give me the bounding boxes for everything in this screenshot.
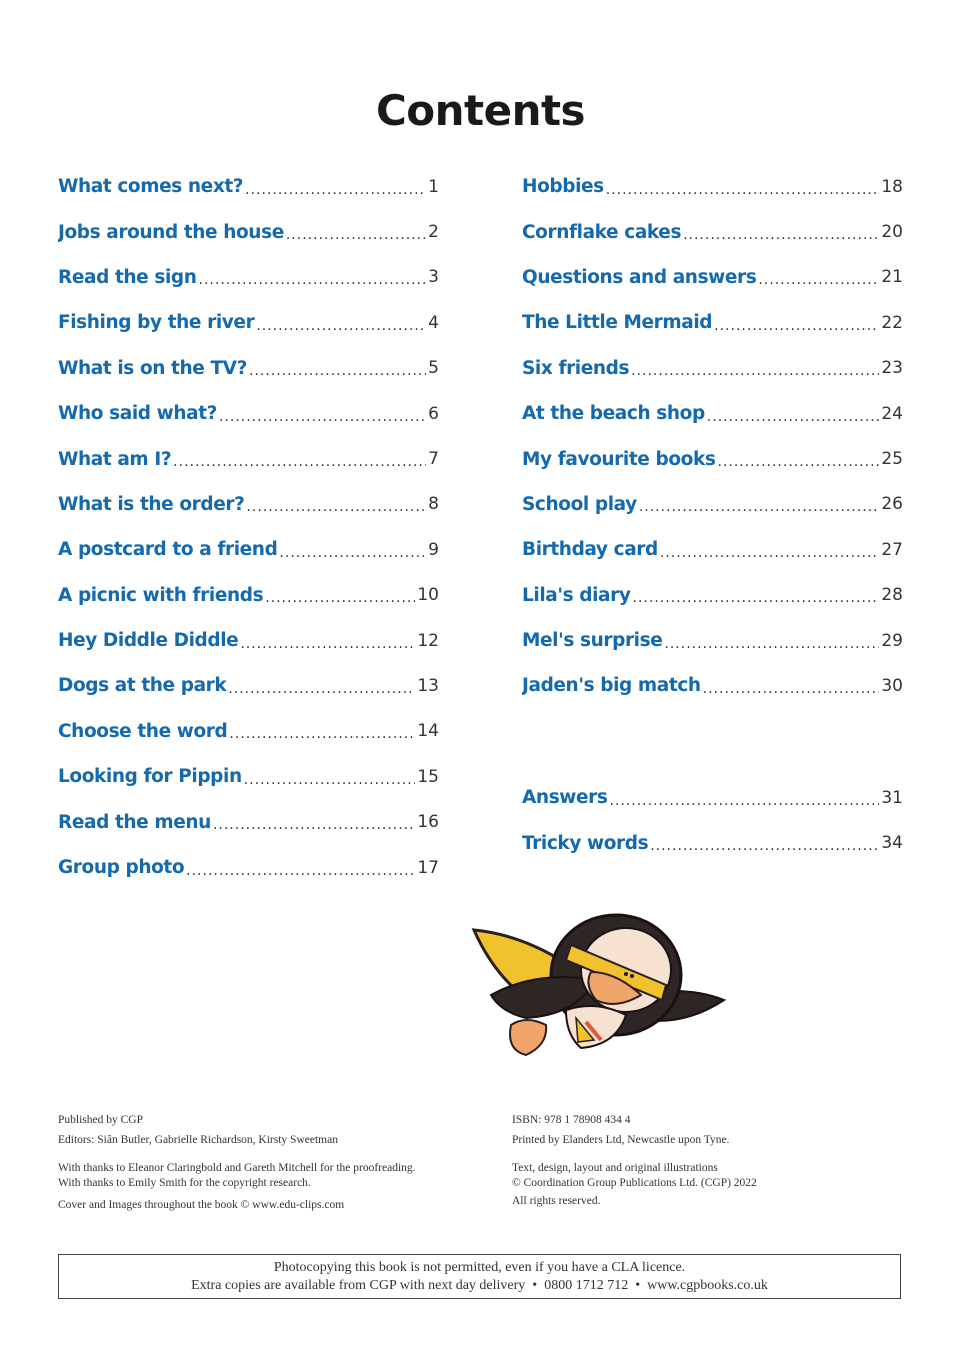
dot-leader — [229, 726, 415, 742]
contents-left-column — [58, 164, 439, 890]
toc-entry-title: Read the menu — [58, 811, 211, 833]
dot-leader — [213, 817, 415, 833]
toc-entry[interactable] — [522, 300, 903, 345]
dot-leader — [265, 590, 415, 606]
toc-entry-tricky-words[interactable] — [522, 820, 903, 865]
toc-entry[interactable] — [58, 845, 439, 890]
toc-entry-page: 14 — [417, 721, 439, 742]
toc-entry-page: 18 — [881, 176, 903, 197]
notice-line2: Extra copies are available from CGP with next day delivery • 0800 1712 712 • www.cgpbooks.co.uk — [191, 1278, 768, 1293]
toc-entry-page: 29 — [881, 630, 903, 651]
toc-entry-page: 8 — [428, 494, 439, 515]
copyright-line1: Text, design, layout and original illustrations — [512, 1162, 718, 1174]
dot-leader — [703, 681, 880, 697]
toc-entry[interactable] — [522, 346, 903, 391]
toc-entry-title: Looking for Pippin — [58, 766, 242, 788]
dot-leader — [606, 182, 880, 198]
rights-reserved: All rights reserved. — [512, 1195, 601, 1207]
toc-entry[interactable] — [58, 346, 439, 391]
toc-entry[interactable] — [522, 164, 903, 209]
image-credit: Cover and Images throughout the book © www.edu-clips.com — [58, 1199, 345, 1211]
toc-entry[interactable] — [58, 482, 439, 527]
book-info — [512, 1113, 757, 1209]
isbn: ISBN: 978 1 78908 434 4 — [512, 1114, 631, 1126]
page-title: Contents — [375, 86, 586, 135]
copyright-line2: © Coordination Group Publications Ltd. (CGP) 2022 — [512, 1177, 757, 1189]
toc-entry-title: Hobbies — [522, 176, 604, 198]
dot-leader — [245, 182, 426, 198]
toc-entry-page: 9 — [428, 539, 439, 560]
publisher-credits — [58, 1113, 416, 1213]
toc-entry-page: 7 — [428, 449, 439, 470]
toc-entry[interactable] — [58, 164, 439, 209]
dot-leader — [256, 318, 426, 334]
dot-leader — [219, 409, 426, 425]
toc-entry-title: Six friends — [522, 357, 630, 379]
toc-entry-title: Lila's diary — [522, 584, 631, 606]
toc-entry[interactable] — [522, 618, 903, 663]
dot-leader — [609, 793, 879, 809]
dot-leader — [244, 772, 416, 788]
dot-leader — [228, 681, 415, 697]
toc-entry-title: Fishing by the river — [58, 312, 255, 334]
thanks-proofreading: With thanks to Eleanor Claringbold and Gareth Mitchell for the proofreading. — [58, 1162, 416, 1174]
toc-entry-page: 20 — [881, 222, 903, 243]
printer: Printed by Elanders Ltd, Newcastle upon Tyne. — [512, 1134, 730, 1146]
dot-leader — [246, 499, 426, 515]
dot-leader — [633, 590, 880, 606]
toc-entry-page: 12 — [417, 630, 439, 651]
penguin-mascot-illustration — [466, 900, 728, 1070]
toc-entry-title: Choose the word — [58, 720, 228, 742]
toc-entry-title: What is the order? — [58, 493, 245, 515]
dot-leader — [707, 409, 880, 425]
toc-entry-title: School play — [522, 493, 637, 515]
toc-entry[interactable] — [522, 209, 903, 254]
editors: Editors: Siân Butler, Gabrielle Richardson, Kirsty Sweetman — [58, 1134, 338, 1146]
dot-leader — [660, 545, 880, 561]
dot-leader — [714, 318, 879, 334]
dot-leader — [240, 636, 415, 652]
toc-entry-page: 34 — [881, 833, 903, 854]
dot-leader — [758, 272, 879, 288]
toc-entry-page: 22 — [881, 312, 903, 333]
toc-entry-page: 17 — [417, 857, 439, 878]
dot-leader — [664, 636, 879, 652]
toc-entry-title: Cornflake cakes — [522, 221, 682, 243]
penguin-belly — [566, 1006, 626, 1048]
toc-entry-title: Jobs around the house — [58, 221, 284, 243]
contents-right-column — [522, 164, 903, 709]
contents-extra-section — [522, 775, 903, 866]
toc-entry[interactable] — [522, 391, 903, 436]
toc-entry[interactable] — [58, 754, 439, 799]
dot-leader — [199, 272, 427, 288]
toc-entry[interactable] — [58, 709, 439, 754]
dot-leader — [279, 545, 426, 561]
dot-leader — [249, 363, 426, 379]
toc-entry-page: 23 — [881, 358, 903, 379]
toc-entry-title: Dogs at the park — [58, 675, 227, 697]
published-by: Published by CGP — [58, 1114, 143, 1126]
toc-entry[interactable] — [522, 482, 903, 527]
dot-leader — [631, 363, 879, 379]
toc-entry-title: At the beach shop — [522, 403, 705, 425]
toc-entry-title: Birthday card — [522, 539, 658, 561]
toc-entry[interactable] — [58, 391, 439, 436]
penguin-foot — [510, 1020, 546, 1055]
toc-entry-title: Jaden's big match — [522, 675, 701, 697]
toc-entry-page: 13 — [417, 675, 439, 696]
toc-entry-page: 3 — [428, 267, 439, 288]
toc-entry[interactable] — [522, 663, 903, 708]
toc-entry-title: Tricky words — [522, 832, 649, 854]
toc-entry-page: 25 — [881, 449, 903, 470]
toc-entry[interactable] — [58, 436, 439, 481]
toc-entry-page: 5 — [428, 358, 439, 379]
dot-leader — [683, 227, 879, 243]
toc-entry-title: Mel's surprise — [522, 630, 663, 652]
toc-entry-page: 10 — [417, 585, 439, 606]
dot-leader — [717, 454, 879, 470]
toc-entry-title: A postcard to a friend — [58, 539, 278, 561]
toc-entry-title: What is on the TV? — [58, 357, 247, 379]
toc-entry-title: Questions and answers — [522, 266, 757, 288]
dot-leader — [650, 838, 879, 854]
toc-entry-title: Group photo — [58, 857, 185, 879]
photocopy-notice-box — [58, 1254, 901, 1299]
toc-entry-title: The Little Mermaid — [522, 312, 713, 334]
toc-entry[interactable] — [58, 209, 439, 254]
toc-entry-title: Hey Diddle Diddle — [58, 630, 239, 652]
dot-leader — [286, 227, 426, 243]
toc-entry-page: 26 — [881, 494, 903, 515]
toc-entry[interactable] — [58, 300, 439, 345]
toc-entry-title: Read the sign — [58, 266, 197, 288]
toc-entry-page: 15 — [417, 766, 439, 787]
toc-entry-page: 16 — [417, 812, 439, 833]
toc-entry-page: 21 — [881, 267, 903, 288]
toc-entry[interactable] — [58, 527, 439, 572]
thanks-copyright: With thanks to Emily Smith for the copyright research. — [58, 1177, 311, 1189]
toc-entry-page: 28 — [881, 585, 903, 606]
toc-entry-page: 6 — [428, 403, 439, 424]
toc-entry[interactable] — [58, 618, 439, 663]
toc-entry-title: Answers — [522, 787, 608, 809]
toc-entry[interactable] — [522, 436, 903, 481]
dot-leader — [639, 499, 880, 515]
toc-entry[interactable] — [58, 255, 439, 300]
toc-entry-title: A picnic with friends — [58, 584, 264, 606]
toc-entry-title: What am I? — [58, 448, 172, 470]
toc-entry[interactable] — [58, 573, 439, 618]
toc-entry-title: What comes next? — [58, 176, 244, 198]
toc-entry[interactable] — [522, 527, 903, 572]
toc-entry[interactable] — [58, 663, 439, 708]
toc-entry[interactable] — [58, 799, 439, 844]
toc-entry-page: 31 — [881, 787, 903, 808]
toc-entry-page: 24 — [881, 403, 903, 424]
toc-entry-answers[interactable] — [522, 775, 903, 820]
toc-entry[interactable] — [522, 573, 903, 618]
toc-entry[interactable] — [522, 255, 903, 300]
toc-entry-title: Who said what? — [58, 403, 217, 425]
notice-line1: Photocopying this book is not permitted, even if you have a CLA licence. — [273, 1260, 686, 1275]
toc-entry-title: My favourite books — [522, 448, 716, 470]
toc-entry-page: 1 — [428, 176, 439, 197]
dot-leader — [173, 454, 426, 470]
dot-leader — [186, 863, 415, 879]
toc-entry-page: 27 — [881, 539, 903, 560]
toc-entry-page: 2 — [428, 222, 439, 243]
toc-entry-page: 30 — [881, 675, 903, 696]
toc-entry-page: 4 — [428, 312, 439, 333]
